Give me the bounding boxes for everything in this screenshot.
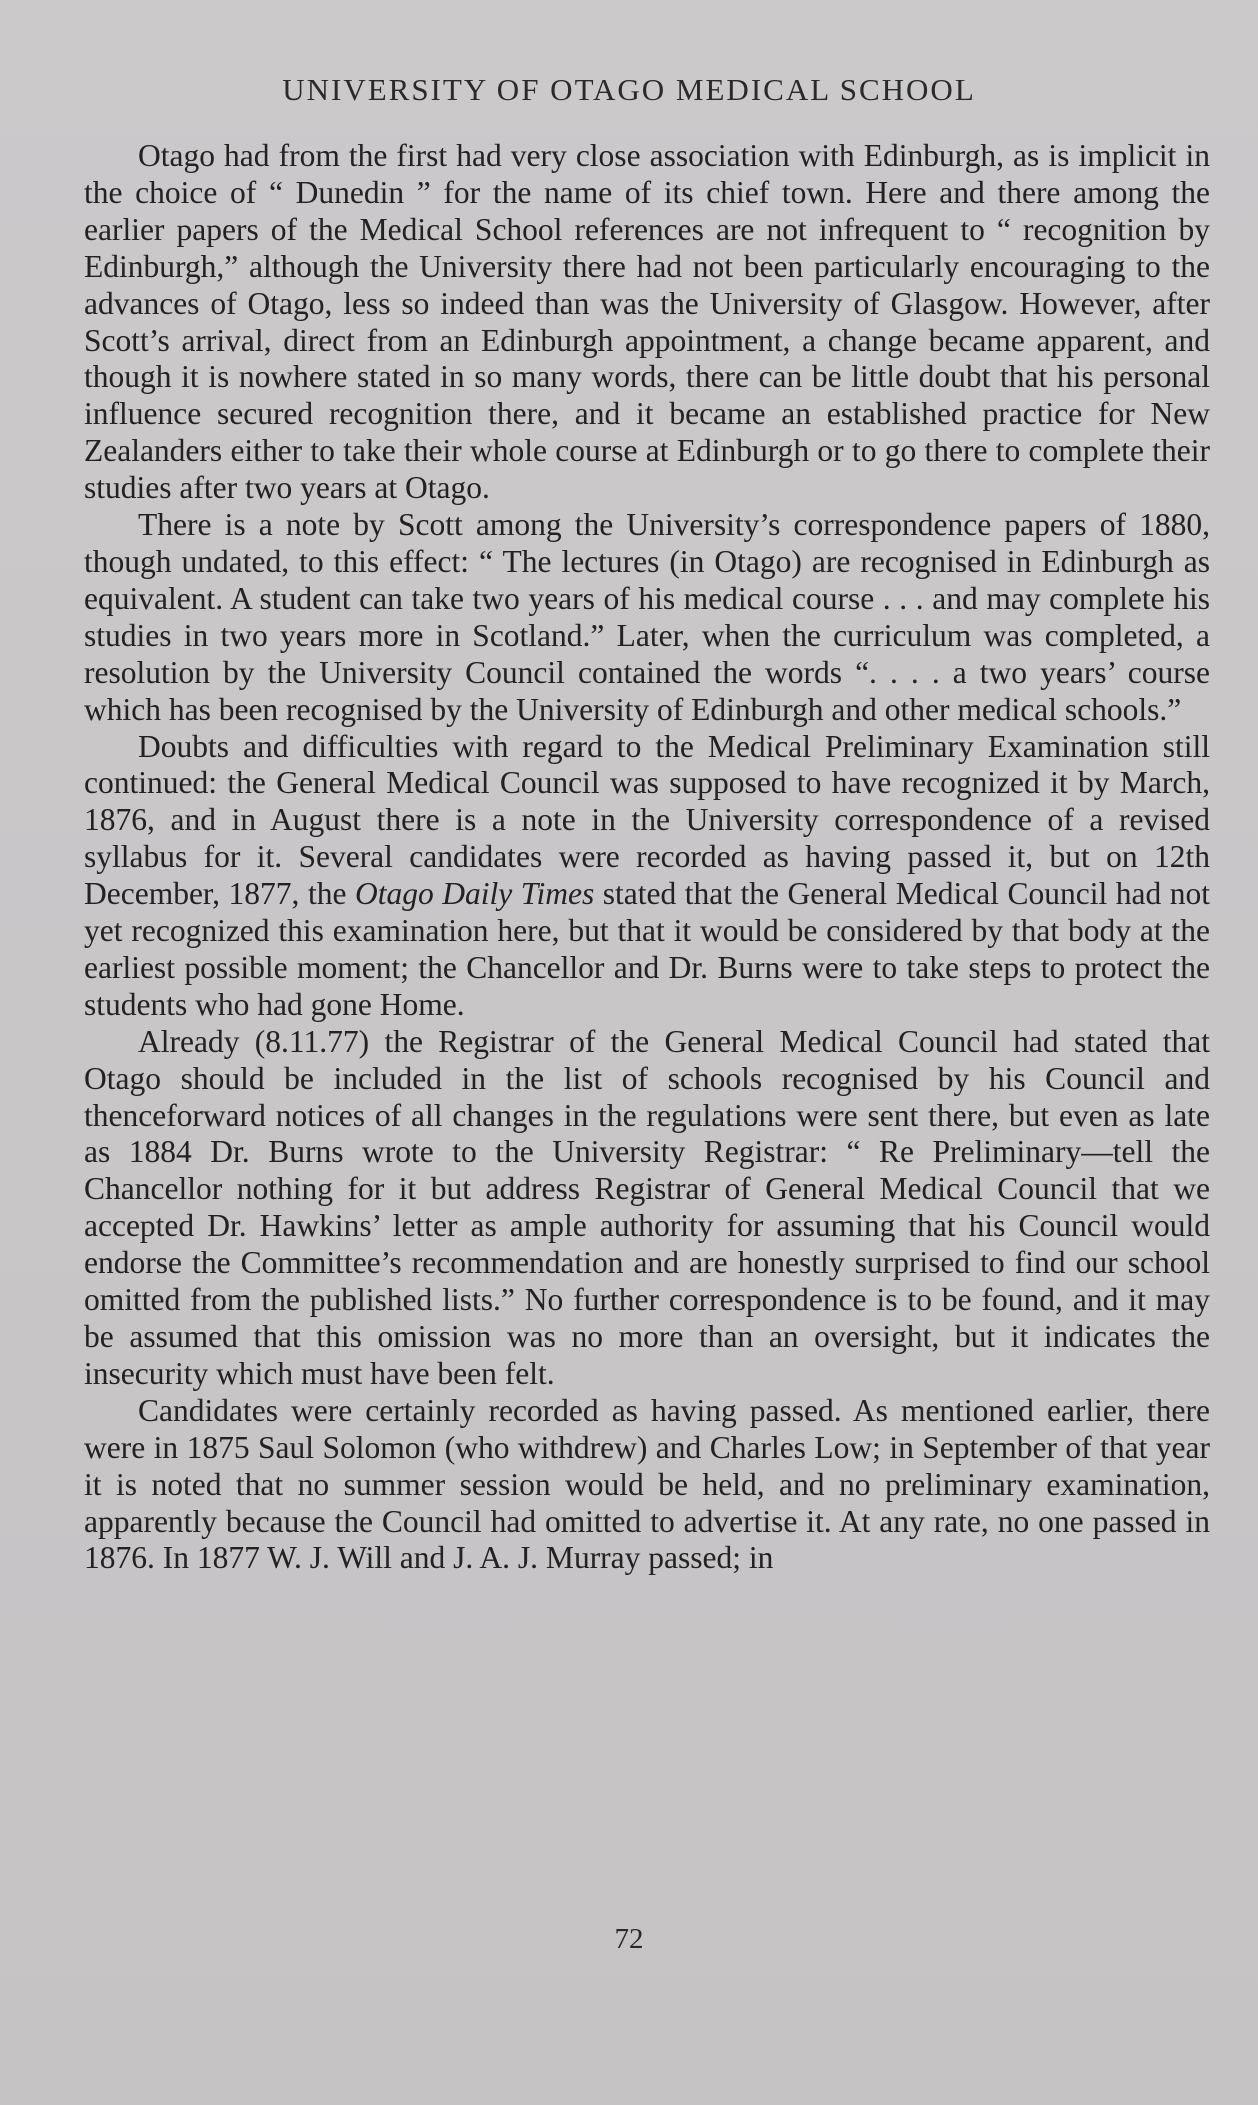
paragraph-3-part-1: Doubts and difficulties with regard to the Medical Preliminary Examination still continued: the General Medical Council was supposed to have recognized it by March, 1876, and in August there is a note in the University correspondence of a revised syllabus for it. Several candidates were recorded as having passed it, but on 12th December, 1877, the: [84, 728, 1210, 912]
newspaper-title: Otago Daily Times: [354, 876, 595, 912]
paragraph-3: [84, 729, 1210, 1024]
paragraph-4: Already (8.11.77) the Registrar of the General Medical Council had stated that Otago should be included in the list of schools recognised by his Council and thenceforward notices of all changes in the regulations were sent there, but even as late as 1884 Dr. Burns wrote to the University Registrar: “ Re Preliminary—tell the Chancellor nothing for it but address Registrar of General Medical Council that we accepted Dr. Hawkins’ letter as ample authority for assuming that his Council would endorse the Committee’s recommendation and are honestly surprised to find our school omitted from the published lists.” No further correspondence is to be found, and it may be assumed that this omission was no more than an oversight, but it indicates the insecurity which must have been felt.: [84, 1023, 1210, 1391]
paragraph-2: There is a note by Scott among the University’s correspondence papers of 1880, though undated, to this effect: “ The lectures (in Otago) are recognised in Edinburgh as equivalent. A student can take two years of his medical course . . . and may complete his studies in two years more in Scotland.” Later, when the curriculum was completed, a resolution by the University Council contained the words “. . . . a two years’ course which has been recognised by the University of Edinburgh and other medical schools.”: [84, 507, 1210, 727]
paragraph-5: Candidates were certainly recorded as having passed. As mentioned earlier, there were in 1875 Saul Solomon (who withdrew) and Charles Low; in September of that year it is noted that no summer session would be held, and no preliminary examination, apparently because the Council had omitted to advertise it. At any rate, no one passed in 1876. In 1877 W. J. Will and J. A. J. Murray passed; in: [84, 1392, 1210, 1576]
body-text: [84, 138, 1210, 1577]
paragraph-3-part-2: stated that the General Medical Council had not yet recognized this examination here, but that it would be considered by that body at the earliest possible moment; the Chancellor and Dr. Burns were to take steps to protect the students who had gone Home.: [84, 876, 1210, 1022]
running-head: UNIVERSITY OF OTAGO MEDICAL SCHOOL: [282, 72, 976, 107]
page-number: 72: [614, 1923, 644, 1955]
paragraph-1: Otago had from the first had very close association with Edinburgh, as is implicit in the choice of “ Dunedin ” for the name of its chief town. Here and there among the earlier papers of the Medical School references are not infrequent to “ recognition by Edinburgh,” although the University there had not been particularly encouraging to the advances of Otago, less so indeed than was the University of Glasgow. However, after Scott’s arrival, direct from an Edinburgh appointment, a change became apparent, and though it is nowhere stated in so many words, there can be little doubt that his personal influence secured recognition there, and it became an established practice for New Zealanders either to take their whole course at Edinburgh or to go there to complete their studies after two years at Otago.: [84, 138, 1210, 506]
